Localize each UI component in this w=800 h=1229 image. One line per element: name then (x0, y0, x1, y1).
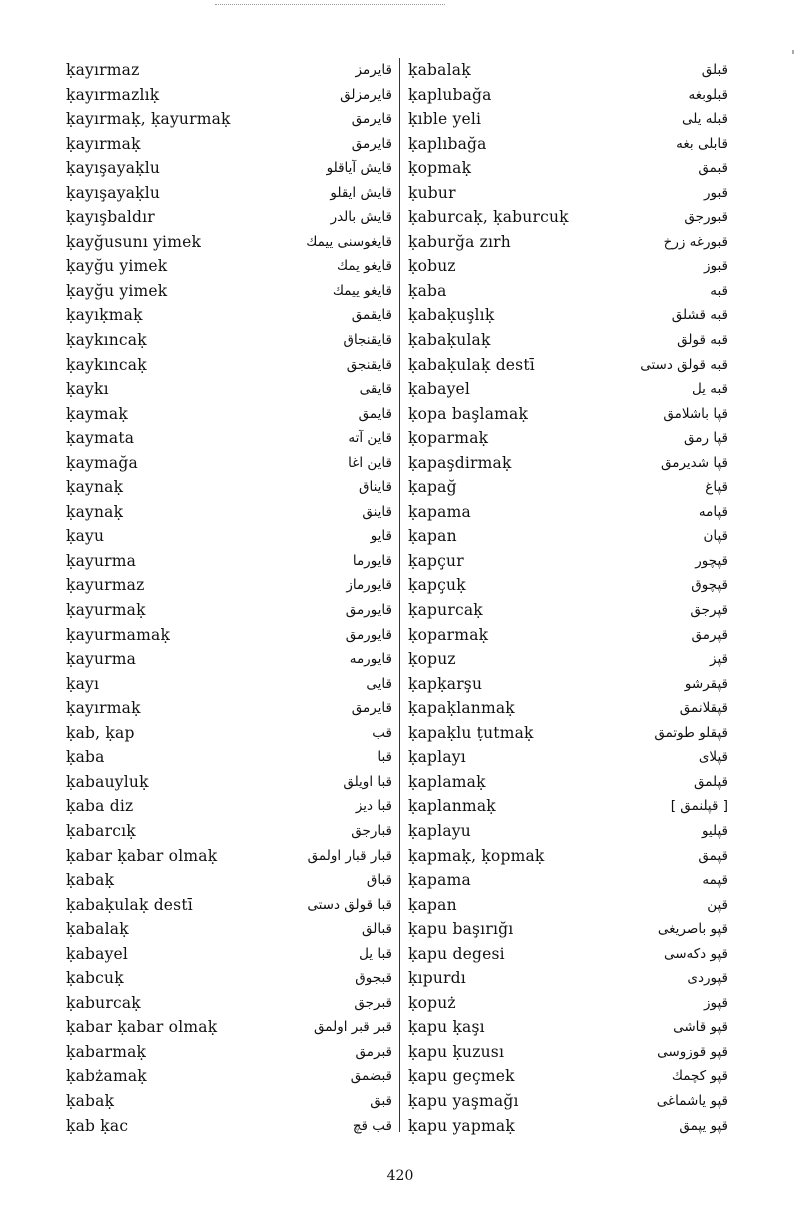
entry-transliteration: ḳayurmaz (66, 576, 145, 595)
entry-ottoman-script: قپوز (703, 994, 728, 1011)
entry-ottoman-script: قپن (707, 896, 728, 913)
entry-transliteration: ḳaplanmaḳ (408, 797, 496, 816)
dictionary-entry (408, 868, 728, 893)
entry-transliteration: ḳayırmazlıḳ (66, 85, 160, 104)
entry-transliteration: ḳubur (408, 183, 456, 202)
dictionary-entry (66, 573, 392, 598)
dictionary-entry (66, 475, 392, 500)
entry-ottoman-script: قايرمق (351, 111, 392, 128)
entry-ottoman-script: قپلمق (693, 773, 728, 790)
entry-transliteration: ḳayurma (66, 650, 137, 669)
dictionary-entry (408, 181, 728, 206)
entry-transliteration: ḳapu geçmek (408, 1067, 515, 1086)
entry-ottoman-script: قبور (703, 184, 728, 201)
entry-ottoman-script: قپو قوزوسى (657, 1043, 728, 1060)
dictionary-entry (66, 426, 392, 451)
entry-transliteration: ḳaplubağa (408, 85, 492, 104)
dictionary-entry (66, 1064, 392, 1089)
entry-ottoman-script: قاين اغا (348, 454, 392, 471)
entry-transliteration: ḳapu ḳaşı (408, 1018, 485, 1037)
entry-ottoman-script: قپا باشلامق (663, 405, 728, 422)
entry-ottoman-script: قپقلانمق (679, 700, 728, 717)
entry-ottoman-script: قايرمق (351, 135, 392, 152)
dictionary-entry (66, 83, 392, 108)
entry-ottoman-script: قپاغ (705, 479, 728, 496)
entry-transliteration: ḳabaḳulaḳ destī (66, 895, 193, 914)
dictionary-entry (408, 83, 728, 108)
entry-ottoman-script: قپان (703, 528, 728, 545)
entry-ottoman-script: قپو دکه‌سى (663, 945, 728, 962)
entry-ottoman-script: قايورمه (349, 651, 392, 668)
entry-transliteration: ḳaburcaḳ, ḳaburcuḳ (408, 208, 569, 227)
entry-ottoman-script: قبا قولق دستى (307, 896, 392, 913)
dictionary-entry (66, 402, 392, 427)
entry-transliteration: ḳaba (408, 281, 447, 300)
dictionary-entry (66, 524, 392, 549)
entry-ottoman-script: قايقنجق (346, 356, 392, 373)
dictionary-entry (408, 426, 728, 451)
entry-transliteration: ḳoparmaḳ (408, 429, 489, 448)
dictionary-entry (66, 1040, 392, 1065)
entry-transliteration: ḳapu degesi (408, 944, 505, 963)
entry-ottoman-script: قپرجق (690, 602, 728, 619)
entry-ottoman-script: قايرمق (351, 700, 392, 717)
dictionary-entry (66, 893, 392, 918)
entry-ottoman-script: قپلاى (698, 749, 728, 766)
entry-ottoman-script: قبله یلی (681, 111, 728, 128)
entry-ottoman-script: قپچور (695, 552, 728, 569)
entry-ottoman-script: قپا رمق (684, 430, 728, 447)
entry-ottoman-script: قاين آته (348, 430, 392, 447)
dictionary-entry (66, 156, 392, 181)
dictionary-entry (66, 598, 392, 623)
entry-ottoman-script: قبالق (361, 921, 392, 938)
entry-transliteration: ḳabalaḳ (408, 61, 471, 79)
entry-transliteration: ḳabalaḳ (66, 920, 129, 939)
entry-transliteration: ḳayıḳmaḳ (66, 306, 143, 325)
dictionary-entry (408, 623, 728, 648)
dictionary-entry (408, 942, 728, 967)
column-divider (399, 58, 400, 1132)
dictionary-entry (408, 58, 728, 83)
entry-ottoman-script: قايقى (359, 381, 392, 398)
entry-transliteration: ḳaymağa (66, 453, 138, 472)
entry-ottoman-script: قپو باصریغى (657, 921, 728, 938)
dictionary-entry (408, 303, 728, 328)
dictionary-entry (66, 966, 392, 991)
entry-ottoman-script: [ قپلنمق ] (670, 798, 728, 815)
entry-transliteration: ḳopa başlamaḳ (408, 404, 529, 423)
dictionary-entry (408, 353, 728, 378)
entry-transliteration: ḳabaḳ (66, 1091, 115, 1110)
entry-transliteration: ḳayurmaḳ (66, 601, 146, 620)
entry-transliteration: ḳabżamaḳ (66, 1067, 147, 1086)
dictionary-entry (408, 451, 728, 476)
dictionary-entry (66, 500, 392, 525)
entry-ottoman-script: قايورماز (346, 577, 392, 594)
entry-ottoman-script: قبه قولق دستى (640, 356, 728, 373)
dictionary-entry (66, 794, 392, 819)
entry-transliteration: ḳopmaḳ (408, 159, 472, 178)
dictionary-entry (66, 254, 392, 279)
entry-transliteration: ḳabcuḳ (66, 969, 124, 988)
dictionary-entry (408, 377, 728, 402)
entry-transliteration: ḳayu (66, 527, 105, 546)
entry-ottoman-script: قايرمز (355, 62, 392, 78)
dictionary-entry (66, 917, 392, 942)
dictionary-entry (66, 132, 392, 157)
entry-ottoman-script: قباق (366, 872, 392, 889)
entry-ottoman-script: قايناق (359, 479, 392, 496)
entry-transliteration: ḳabayel (66, 944, 129, 963)
dictionary-entry (408, 770, 728, 795)
dictionary-entry (66, 770, 392, 795)
dictionary-entry (66, 58, 392, 83)
entry-transliteration: ḳapu yapmaḳ (408, 1116, 515, 1135)
entry-ottoman-script: قب (372, 724, 392, 741)
entry-ottoman-script: قابلى بغه (676, 135, 728, 152)
entry-transliteration: ḳaykı (66, 380, 109, 399)
dictionary-entry (408, 598, 728, 623)
entry-ottoman-script: قبلق (701, 62, 728, 78)
entry-ottoman-script: قايش بالدر (330, 209, 392, 226)
entry-ottoman-script: قبورغه زرخ (663, 233, 728, 250)
dictionary-entry (408, 893, 728, 918)
dictionary-entry (408, 107, 728, 132)
dictionary-entry (66, 819, 392, 844)
entry-transliteration: ḳapçur (408, 551, 464, 570)
dictionary-entry (66, 205, 392, 230)
entry-transliteration: ḳabarcıḳ (66, 821, 136, 840)
entry-transliteration: ḳapçuḳ (408, 576, 466, 595)
dictionary-entry (66, 1015, 392, 1040)
dictionary-entry (66, 844, 392, 869)
entry-transliteration: ḳapağ (408, 478, 457, 497)
dictionary-entry (66, 353, 392, 378)
dictionary-entry (66, 303, 392, 328)
entry-transliteration: ḳayğu yimek (66, 281, 168, 300)
dictionary-entry (408, 1015, 728, 1040)
entry-transliteration: ḳapurcaḳ (408, 601, 483, 620)
entry-ottoman-script: قپمه (702, 872, 728, 889)
entry-ottoman-script: قپز (710, 651, 728, 668)
top-rule (215, 4, 445, 6)
entry-ottoman-script: قپوردى (687, 970, 728, 987)
dictionary-entry (408, 794, 728, 819)
entry-transliteration: ḳıpurdı (408, 969, 466, 988)
entry-transliteration: ḳabarmaḳ (66, 1042, 147, 1061)
dictionary-entry (66, 451, 392, 476)
dictionary-entry (408, 254, 728, 279)
entry-transliteration: ḳapan (408, 527, 457, 546)
dictionary-entry (408, 205, 728, 230)
entry-ottoman-script: قبا (377, 749, 392, 766)
entry-transliteration: ḳayışbaldır (66, 208, 155, 227)
entry-transliteration: ḳabaḳuşlıḳ (408, 306, 495, 325)
dictionary-entry (408, 1064, 728, 1089)
entry-ottoman-script: قايش ايقلو (330, 184, 392, 201)
dictionary-entry (66, 1114, 392, 1139)
entry-transliteration: ḳapḳarşu (408, 674, 483, 693)
entry-ottoman-script: قپمق (698, 847, 728, 864)
entry-ottoman-script: قپو قاشى (673, 1019, 728, 1036)
dictionary-entry (408, 647, 728, 672)
dictionary-entry (66, 1089, 392, 1114)
entry-ottoman-script: قپليو (701, 822, 728, 839)
entry-ottoman-script: قپو کچمك (671, 1068, 728, 1085)
entry-ottoman-script: قايغوسنى ييمك (306, 233, 392, 250)
dictionary-entry (66, 181, 392, 206)
entry-ottoman-script: قبا اويلق (343, 773, 392, 790)
dictionary-entry (66, 549, 392, 574)
entry-ottoman-script: قايورمق (345, 602, 392, 619)
dictionary-entry (408, 500, 728, 525)
entry-ottoman-script: قپرمق (691, 626, 728, 643)
entry-transliteration: ḳabauyluḳ (66, 772, 149, 791)
entry-ottoman-script: قپچوق (691, 577, 728, 594)
scan-mark (792, 50, 794, 54)
entry-ottoman-script: قايى (366, 675, 392, 692)
entry-transliteration: ḳapu başırığı (408, 920, 514, 939)
entry-transliteration: ḳayışayaḳlu (66, 183, 161, 202)
dictionary-entry (408, 279, 728, 304)
dictionary-entry (408, 328, 728, 353)
entry-transliteration: ḳaykıncaḳ (66, 355, 147, 374)
entry-transliteration: ḳapaşdirmaḳ (408, 453, 512, 472)
entry-transliteration: ḳapama (408, 502, 471, 521)
entry-ottoman-script: قبه یل (691, 381, 728, 398)
entry-ottoman-script: قايقنجاق (343, 332, 392, 349)
dictionary-entry (408, 524, 728, 549)
entry-transliteration: ḳaplıbağa (408, 134, 487, 153)
dictionary-entry (66, 991, 392, 1016)
dictionary-entry (408, 917, 728, 942)
entry-ottoman-script: قبمق (698, 160, 728, 177)
entry-transliteration: ḳayı (66, 674, 100, 693)
entry-ottoman-script: قپو یپمق (679, 1117, 728, 1134)
dictionary-entry (66, 647, 392, 672)
entry-ottoman-script: قبق (370, 1092, 392, 1109)
dictionary-entry (408, 132, 728, 157)
dictionary-entry (66, 328, 392, 353)
right-column (408, 58, 728, 1138)
entry-transliteration: ḳapu ḳuzusı (408, 1042, 505, 1061)
entry-ottoman-script: قايورما (352, 552, 392, 569)
entry-ottoman-script: قبلوبغه (688, 86, 728, 103)
entry-ottoman-script: قبا دیز (355, 798, 392, 815)
dictionary-entry (408, 844, 728, 869)
dictionary-entry (408, 573, 728, 598)
dictionary-entry (66, 696, 392, 721)
entry-ottoman-script: قپقلو طوتمق (654, 724, 728, 741)
dictionary-entry (66, 745, 392, 770)
dictionary-entry (408, 402, 728, 427)
entry-transliteration: ḳabaḳulaḳ destī (408, 355, 535, 374)
dictionary-entry (66, 868, 392, 893)
entry-transliteration: ḳıble yeli (408, 110, 482, 129)
dictionary-entry (408, 819, 728, 844)
entry-ottoman-script: قپامه (698, 503, 728, 520)
entry-ottoman-script: قب قچ (352, 1117, 392, 1134)
entry-transliteration: ḳoparmaḳ (408, 625, 489, 644)
entry-ottoman-script: قپا شدیرمق (660, 454, 728, 471)
entry-transliteration: ḳayğu yimek (66, 257, 168, 276)
entry-ottoman-script: قبورجق (684, 209, 728, 226)
entry-ottoman-script: قبه قولق (677, 332, 728, 349)
entry-transliteration: ḳayırmaḳ (66, 699, 141, 718)
dictionary-entry (408, 230, 728, 255)
entry-ottoman-script: قبرمق (355, 1043, 392, 1060)
entry-ottoman-script: قبضمق (350, 1068, 392, 1085)
dictionary-entry (66, 942, 392, 967)
entry-ottoman-script: قبر قبر اولمق (314, 1019, 392, 1036)
entry-transliteration: ḳaburğa zırh (408, 232, 511, 251)
entry-ottoman-script: قاينق (362, 503, 392, 520)
entry-transliteration: ḳaynaḳ (66, 502, 124, 521)
dictionary-entry (66, 377, 392, 402)
dictionary-entry (408, 549, 728, 574)
entry-transliteration: ḳapaḳlanmaḳ (408, 699, 515, 718)
entry-ottoman-script: قايو (370, 528, 392, 545)
entry-transliteration: ḳayurmamaḳ (66, 625, 171, 644)
entry-transliteration: ḳaba (66, 748, 105, 767)
entry-transliteration: ḳayırmaḳ (66, 134, 141, 153)
entry-ottoman-script: قبارجق (351, 822, 392, 839)
dictionary-entry (408, 672, 728, 697)
dictionary-entry (408, 1114, 728, 1139)
dictionary-entry (408, 721, 728, 746)
entry-transliteration: ḳayurma (66, 551, 137, 570)
dictionary-entry (66, 279, 392, 304)
entry-ottoman-script: قبه (710, 282, 728, 299)
entry-ottoman-script: قايورمق (345, 626, 392, 643)
left-column (66, 58, 392, 1138)
entry-transliteration: ḳapama (408, 871, 471, 890)
entry-transliteration: ḳaburcaḳ (66, 993, 141, 1012)
entry-transliteration: ḳayğusunı yimek (66, 232, 202, 251)
entry-transliteration: ḳaymaḳ (66, 404, 128, 423)
entry-ottoman-script: قبار قبار اولمق (307, 847, 392, 864)
entry-transliteration: ḳabaḳulaḳ (408, 331, 491, 350)
entry-transliteration: ḳapu yaşmağı (408, 1091, 519, 1110)
entry-ottoman-script: قبجوق (355, 970, 392, 987)
entry-transliteration: ḳaba diz (66, 797, 134, 816)
entry-transliteration: ḳabayel (408, 380, 471, 399)
entry-ottoman-script: قبرجق (354, 994, 392, 1011)
entry-transliteration: ḳobuz (408, 257, 456, 276)
entry-ottoman-script: قايش آياقلو (326, 160, 392, 177)
entry-transliteration: ḳopuz (408, 650, 456, 669)
entry-transliteration: ḳapaḳlu ṭutmaḳ (408, 723, 534, 742)
entry-ottoman-script: قبه قشلق (671, 307, 728, 324)
page-number: 420 (386, 1168, 414, 1184)
entry-ottoman-script: قايقمق (351, 307, 392, 324)
entry-transliteration: ḳopuż (408, 993, 456, 1012)
entry-transliteration: ḳabar ḳabar olmaḳ (66, 1018, 218, 1037)
dictionary-entry (66, 230, 392, 255)
entry-transliteration: ḳaymata (66, 429, 135, 448)
dictionary-entry (408, 156, 728, 181)
dictionary-entry (408, 1089, 728, 1114)
entry-ottoman-script: قبا یل (359, 945, 392, 962)
entry-ottoman-script: قايمق (358, 405, 392, 422)
dictionary-entry (66, 623, 392, 648)
dictionary-entry (408, 991, 728, 1016)
entry-transliteration: ḳapan (408, 895, 457, 914)
entry-transliteration: ḳayırmaz (66, 61, 140, 79)
entry-transliteration: ḳaynaḳ (66, 478, 124, 497)
entry-ottoman-script: قپو یاشماغى (656, 1092, 728, 1109)
entry-transliteration: ḳayışayaḳlu (66, 159, 161, 178)
entry-ottoman-script: قايغو يمك (336, 258, 392, 275)
entry-ottoman-script: قبوز (703, 258, 728, 275)
entry-transliteration: ḳaplamaḳ (408, 772, 486, 791)
entry-transliteration: ḳab ḳac (66, 1116, 129, 1135)
entry-ottoman-script: قايغو ييمك (332, 282, 392, 299)
dictionary-entry (408, 1040, 728, 1065)
entry-ottoman-script: قايرمزلق (340, 86, 392, 103)
dictionary-entry (408, 475, 728, 500)
entry-transliteration: ḳabaḳ (66, 871, 115, 890)
entry-transliteration: ḳabar ḳabar olmaḳ (66, 846, 218, 865)
entry-transliteration: ḳaykıncaḳ (66, 331, 147, 350)
entry-transliteration: ḳab, ḳap (66, 723, 135, 742)
entry-transliteration: ḳaplayı (408, 748, 466, 767)
entry-ottoman-script: قپقرشو (684, 675, 728, 692)
entry-transliteration: ḳayırmaḳ, ḳayurmaḳ (66, 110, 231, 129)
dictionary-entry (66, 107, 392, 132)
dictionary-entry (408, 696, 728, 721)
dictionary-entry (66, 721, 392, 746)
dictionary-entry (408, 745, 728, 770)
entry-transliteration: ḳaplayu (408, 821, 471, 840)
entry-transliteration: ḳapmaḳ, ḳopmaḳ (408, 846, 545, 865)
dictionary-entry (66, 672, 392, 697)
dictionary-entry (408, 966, 728, 991)
